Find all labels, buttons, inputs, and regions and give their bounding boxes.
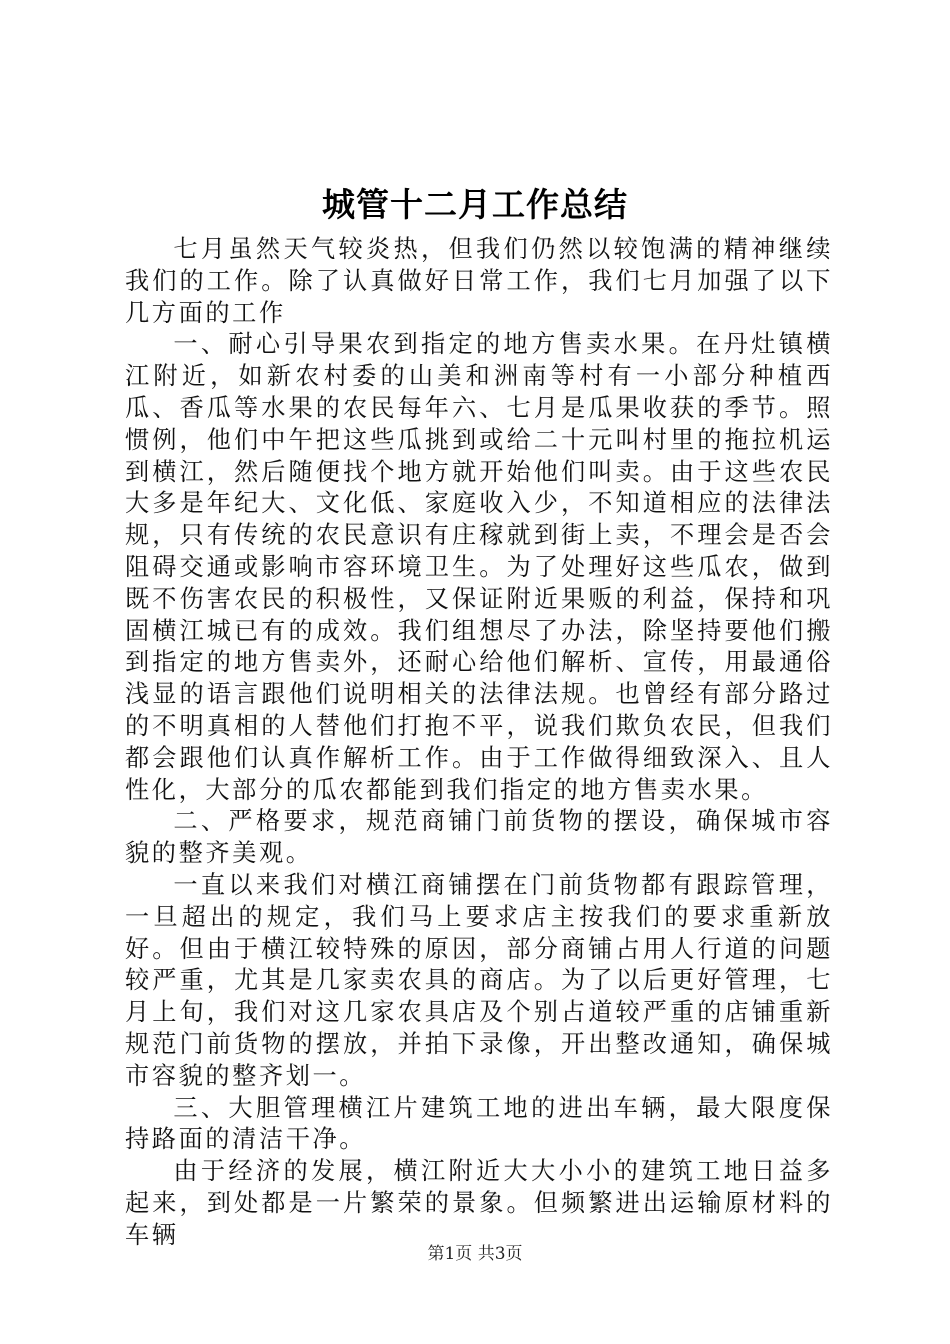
paragraph-section-3-heading: 三、大胆管理横江片建筑工地的进出车辆，最大限度保持路面的清洁干净。 [125, 1093, 833, 1154]
document-title: 城管十二月工作总结 [322, 185, 628, 224]
paragraph-section-3-body: 由于经济的发展，横江附近大大小小的建筑工地日益多起来，到处都是一片繁荣的景象。但频繁进出运输原材料的车辆 [125, 1157, 833, 1249]
paragraph-section-2-heading: 二、严格要求，规范商铺门前货物的摆设，确保城市容貌的整齐美观。 [125, 807, 833, 868]
document-body [125, 234, 833, 1252]
paragraph-intro: 七月虽然天气较炎热，但我们仍然以较饱满的精神继续我们的工作。除了认真做好日常工作，我们七月加强了以下几方面的工作 [125, 235, 833, 327]
page-footer: 第1页 共3页 [427, 1244, 523, 1264]
paragraph-section-1: 一、耐心引导果农到指定的地方售卖水果。在丹灶镇横江附近，如新农村委的山美和洲南等村有一小部分种植西瓜、香瓜等水果的农民每年六、七月是瓜果收获的季节。照惯例，他们中午把这些瓜挑到或给二十元叫村里的拖拉机运到横江，然后随便找个地方就开始他们叫卖。由于这些农民大多是年纪大、文化低、家庭收入少，不知道相应的法律法规，只有传统的农民意识有庄稼就到街上卖，不理会是否会阻碍交通或影响市容环境卫生。为了处理好这些瓜农，做到既不伤害农民的积极性，又保证附近果贩的利益，保持和巩固横江城已有的成效。我们组想尽了办法，除坚持要他们搬到指定的地方售卖外，还耐心给他们解析、宣传，用最通俗浅显的语言跟他们说明相关的法律法规。也曾经有部分路过的不明真相的人替他们打抱不平，说我们欺负农民，但我们都会跟他们认真作解析工作。由于工作做得细致深入、且人性化，大部分的瓜农都能到我们指定的地方售卖水果。 [125, 330, 833, 804]
paragraph-section-2-body: 一直以来我们对横江商铺摆在门前货物都有跟踪管理，一旦超出的规定，我们马上要求店主按我们的要求重新放好。但由于横江较特殊的原因，部分商铺占用人行道的问题较严重，尤其是几家卖农具的商店。为了以后更好管理，七月上旬，我们对这几家农具店及个别占道较严重的店铺重新规范门前货物的摆放，并拍下录像，开出整改通知，确保城市容貌的整齐划一。 [125, 870, 833, 1090]
